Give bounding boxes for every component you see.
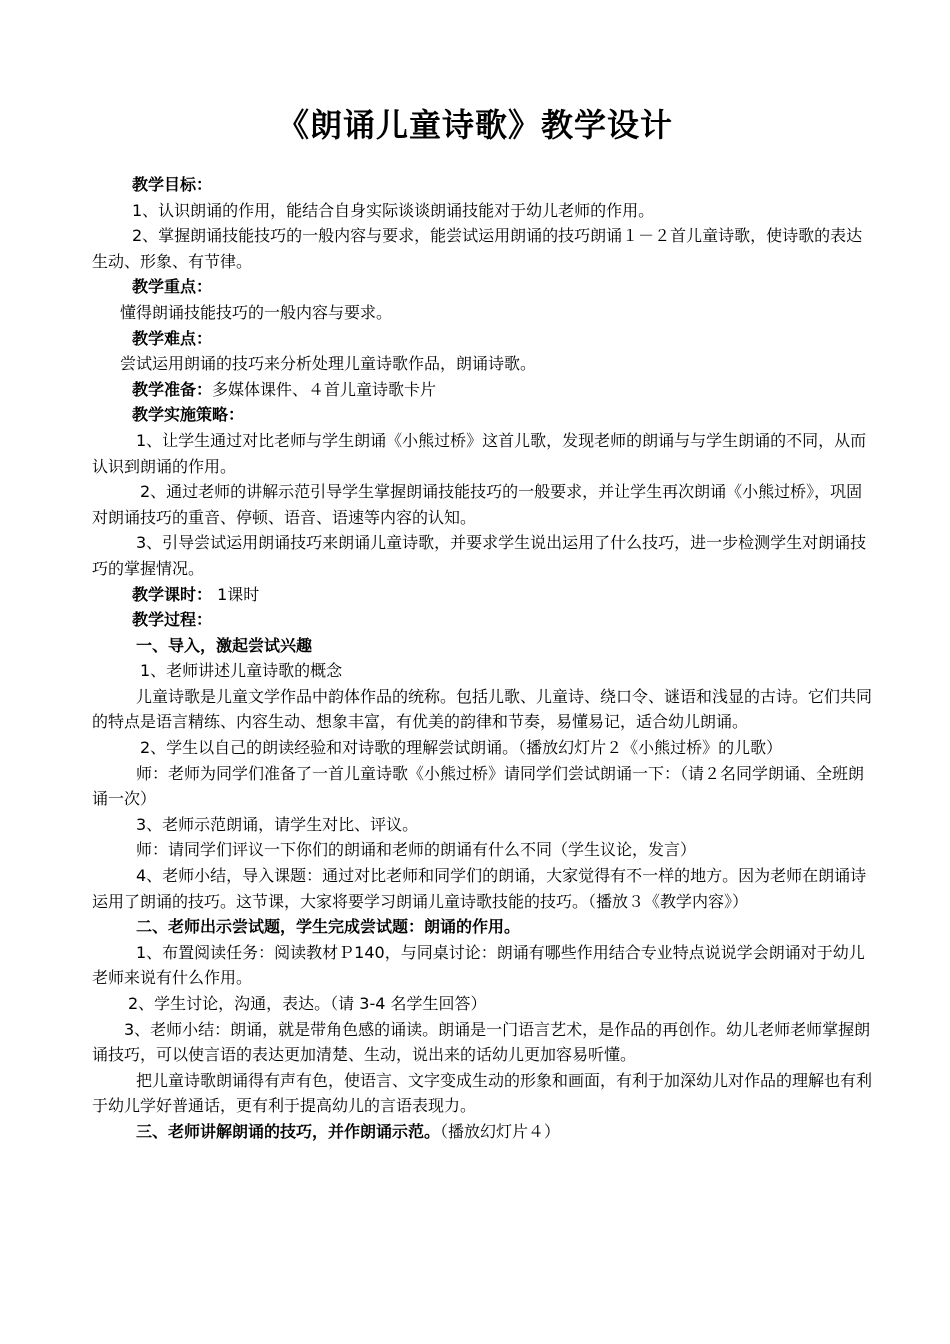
paragraph: 1、老师讲述儿童诗歌的概念 — [140, 661, 343, 681]
paragraph: 师：老师为同学们准备了一首儿童诗歌《小熊过桥》请同学们尝试朗诵一下：（请２名同学朗诵、全班朗诵一次） — [92, 763, 865, 809]
paragraph-heading: 教学准备： — [132, 379, 213, 399]
paragraph: 把儿童诗歌朗诵得有声有色，使语言、文字变成生动的形象和画面，有利于加深幼儿对作品的理解也有利于幼儿学好普通话，更有利于提高幼儿的言语表现力。 — [92, 1070, 873, 1116]
paragraph: 4、老师小结，导入课题：通过对比老师和同学们的朗诵，大家觉得有不一样的地方。因为老师在朗诵诗运用了朗诵的技巧。这节课，大家将要学习朗诵儿童诗歌技能的技巧。（播放３《教学内容》） — [92, 866, 867, 911]
paragraph: 师：请同学们评议一下你们的朗诵和老师的朗诵有什么不同（学生议论，发言） — [136, 840, 697, 860]
paragraph: 教学重点： — [132, 277, 213, 297]
paragraph: 儿童诗歌是儿童文学作品中韵体作品的统称。包括儿歌、儿童诗、绕口令、谜语和浅显的古诗。它们共同的特点是语言精练、内容生动、想象丰富，有优美的韵律和节奏，易懂易记，适合幼儿朗诵。 — [92, 686, 873, 732]
paragraph: 3、引导尝试运用朗诵技巧来朗诵儿童诗歌，并要求学生说出运用了什么技巧，进一步检测学生对朗诵技巧的掌握情况。 — [92, 533, 867, 578]
paragraph: 1、布置阅读任务：阅读教材Ｐ140，与同桌讨论：朗诵有哪些作用结合专业特点说说学会朗诵对于幼儿老师来说有什么作用。 — [92, 942, 865, 988]
paragraph: 教学目标： — [132, 175, 213, 194]
document-title: 《朗诵儿童诗歌》教学设计 — [276, 106, 673, 144]
paragraph: 3、老师示范朗诵，请学生对比、评议。 — [136, 814, 419, 834]
paragraph: 教学实施策略： — [132, 405, 245, 425]
paragraph: 2、掌握朗诵技能技巧的一般内容与要求，能尝试运用朗诵的技巧朗诵１－２首儿童诗歌，使诗歌的表达生动、形象、有节律。 — [92, 226, 863, 271]
paragraph-text: （播放幻灯片４） — [440, 1121, 561, 1141]
paragraph: 懂得朗诵技能技巧的一般内容与要求。 — [120, 302, 393, 322]
paragraph-heading: 三、老师讲解朗诵的技巧，并作朗诵示范。 — [136, 1121, 441, 1141]
paragraph: 1、认识朗诵的作用，能结合自身实际谈谈朗诵技能对于幼儿老师的作用。 — [132, 200, 655, 220]
paragraph: 一、导入，激起尝试兴趣 — [136, 635, 313, 655]
paragraph-heading: 教学课时： — [132, 584, 213, 604]
paragraph: 教学难点： — [132, 328, 213, 348]
paragraph-text: 1课时 — [212, 584, 260, 604]
paragraph — [92, 582, 872, 608]
document-body — [92, 172, 872, 1145]
paragraph: 2、学生讨论，沟通，表达。（请 3-4 名学生回答） — [128, 994, 487, 1013]
paragraph: 尝试运用朗诵的技巧来分析处理儿童诗歌作品，朗诵诗歌。 — [120, 354, 537, 374]
paragraph: 3、老师小结：朗诵，就是带角色感的诵读。朗诵是一门语言艺术，是作品的再创作。幼儿老师老师掌握朗诵技巧，可以使言语的表达更加清楚、生动，说出来的话幼儿更加容易听懂。 — [92, 1019, 871, 1065]
paragraph-text: 多媒体课件、４首儿童诗歌卡片 — [212, 379, 437, 399]
paragraph: 2、学生以自己的朗读经验和对诗歌的理解尝试朗诵。（播放幻灯片２《小熊过桥》的儿歌） — [140, 738, 783, 758]
paragraph: 教学过程： — [132, 610, 213, 630]
paragraph: 2、通过老师的讲解示范引导学生掌握朗诵技能技巧的一般要求，并让学生再次朗诵《小熊过桥》，巩固对朗诵技巧的重音、停顿、语音、语速等内容的认知。 — [92, 482, 863, 527]
paragraph: 二、老师出示尝试题，学生完成尝试题：朗诵的作用。 — [136, 917, 521, 937]
paragraph — [92, 1119, 872, 1145]
paragraph: 1、让学生通过对比老师与学生朗诵《小熊过桥》这首儿歌，发现老师的朗诵与与学生朗诵的不同，从而认识到朗诵的作用。 — [92, 430, 867, 476]
paragraph — [92, 377, 872, 403]
